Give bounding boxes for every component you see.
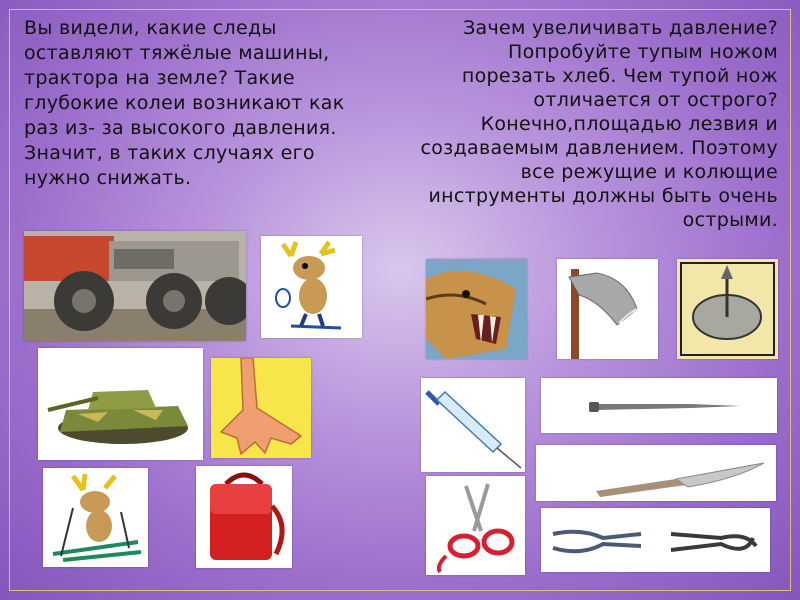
syringe-icon [421, 378, 525, 472]
truck-photo [24, 231, 246, 341]
awl-image [541, 378, 777, 433]
duck-foot-image [211, 358, 311, 458]
knife-image [536, 445, 776, 501]
saber-tooth-icon [426, 259, 527, 359]
axe-icon [557, 259, 658, 359]
pushpin-icon [677, 259, 778, 359]
right-paragraph: Зачем увеличивать давление? Попробуйте тупым ножом порезать хлеб. Чем тупой нож отличается от острого? Конечно,площадью лезвия и создаваемым давлением. Поэтому все режущие и колющие инструменты должны быть очень острыми. [420, 17, 778, 231]
cartoon-moose-skis-icon [43, 468, 148, 567]
duck-foot-icon [211, 358, 311, 458]
scissors-icon [426, 476, 525, 575]
cartoon-moose-skier [43, 468, 148, 567]
cartoon-moose-skater [261, 236, 362, 338]
pliers-icon [541, 508, 770, 572]
awl-icon [541, 378, 777, 433]
scissors-image [426, 476, 525, 575]
backpack-image [196, 466, 292, 568]
pushpin-image [677, 259, 778, 359]
tank-image [38, 348, 203, 460]
pliers-image [541, 508, 770, 572]
truck-icon [24, 231, 246, 341]
knife-icon [536, 445, 776, 501]
axe-image [557, 259, 658, 359]
left-paragraph: Вы видели, какие следы оставляют тяжёлые машины, трактора на земле? Такие глубокие колеи возникают как раз из- за высокого давления. Значит, в таких случаях его нужно снижать. [24, 17, 345, 189]
tank-icon [38, 348, 203, 460]
saber-tooth-tiger-image [426, 259, 527, 359]
cartoon-moose-icon [261, 236, 362, 338]
backpack-icon [196, 466, 292, 568]
syringe-image [421, 378, 525, 472]
